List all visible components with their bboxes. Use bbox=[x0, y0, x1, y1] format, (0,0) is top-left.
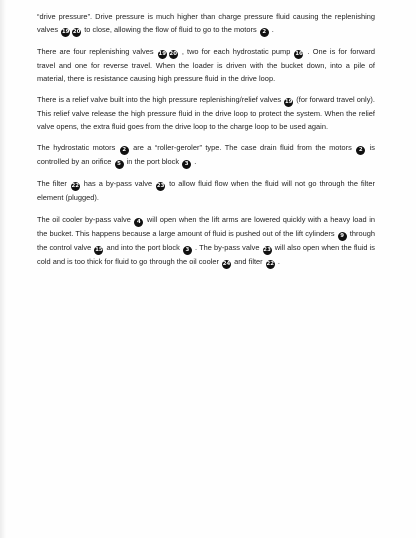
text-run: will open when the lift arms are lowered quickly with a heavy load in the bucket. This happens because a large amount of fluid is pushed out of the lift cylinders bbox=[37, 214, 375, 238]
callout-number: 9 bbox=[338, 232, 347, 241]
callout-number: 19 bbox=[284, 99, 293, 106]
text-run: “drive pressure”. Drive pressure is much higher than charge pressure fluid causing the replenishing valves bbox=[37, 12, 375, 35]
callout-number: 15 bbox=[95, 246, 103, 253]
callout-number: 20 bbox=[72, 29, 81, 36]
callout-number: 22 bbox=[71, 183, 80, 190]
text-run: to close, allowing the flow of fluid to go to the motors bbox=[82, 25, 259, 35]
text-run: and filter bbox=[232, 256, 265, 266]
text-run: is controlled by an orifice bbox=[37, 143, 375, 167]
paragraph-filter-bypass bbox=[37, 177, 375, 204]
text-run: has a by-pass valve bbox=[80, 179, 156, 189]
paragraph-oil-cooler-bypass bbox=[37, 213, 375, 269]
text-run: . bbox=[275, 256, 280, 266]
callout-number: 23 bbox=[156, 183, 165, 190]
text-run: There is a relief valve built into the high pressure replenishing/relief valves bbox=[37, 95, 284, 105]
text-run: . bbox=[269, 25, 274, 35]
callout-number: 20 bbox=[169, 51, 177, 58]
callout-number: 24 bbox=[222, 260, 231, 267]
text-run: will also open when the fluid is cold and is too thick for fluid to go through the oil cooler bbox=[37, 242, 375, 266]
text-run: . One is for forward travel and one for reverse travel. When the loader is driven with the bucket down, into a pile of material, there is resistance causing high pressure fluid in the drive loop. bbox=[37, 47, 375, 84]
text-run: The oil cooler by-pass valve bbox=[37, 214, 134, 224]
callout-number: 16 bbox=[295, 51, 303, 58]
paragraph-relief-valve bbox=[37, 93, 375, 133]
text-run: . The by-pass valve bbox=[192, 242, 262, 252]
paragraph-replenishing-valves bbox=[37, 45, 375, 85]
text-run: There are four replenishing valves bbox=[37, 47, 157, 57]
text-run: , two for each hydrostatic pump bbox=[178, 47, 294, 57]
text-run: are a “roller-geroler” type. The case drain fluid from the motors bbox=[129, 143, 356, 153]
callout-number: 23 bbox=[263, 246, 271, 253]
text-run: and into the port block bbox=[104, 242, 182, 252]
text-run: . bbox=[192, 157, 197, 167]
paragraph-drive-pressure bbox=[37, 10, 375, 37]
callout-number: 2 bbox=[356, 146, 365, 155]
text-run: in the port block bbox=[124, 157, 182, 167]
callout-number: 4 bbox=[134, 218, 143, 227]
callout-number: 3 bbox=[183, 246, 192, 255]
text-run: The filter bbox=[37, 179, 70, 189]
callout-number: 2 bbox=[120, 146, 129, 155]
text-run: through the control valve bbox=[37, 228, 376, 252]
callout-number: 19 bbox=[61, 29, 70, 36]
callout-number: 22 bbox=[266, 260, 275, 267]
text-run: The hydrostatic motors bbox=[37, 143, 119, 153]
text-run: (for forward travel only). This relief valve release the high pressure fluid in the drive loop to protect the system. When the relief valve opens, the extra fluid goes from the drive loop to the charge loop to be used again. bbox=[37, 95, 375, 132]
callout-number: 5 bbox=[115, 160, 124, 169]
text-body bbox=[37, 10, 375, 277]
callout-number: 3 bbox=[182, 160, 191, 169]
paragraph-hydrostatic-motors bbox=[37, 141, 375, 169]
callout-number: 2 bbox=[260, 28, 269, 37]
text-run: to allow fluid flow when the fluid will not go through the filter element (plugged). bbox=[37, 179, 375, 203]
callout-number: 19 bbox=[158, 51, 166, 58]
